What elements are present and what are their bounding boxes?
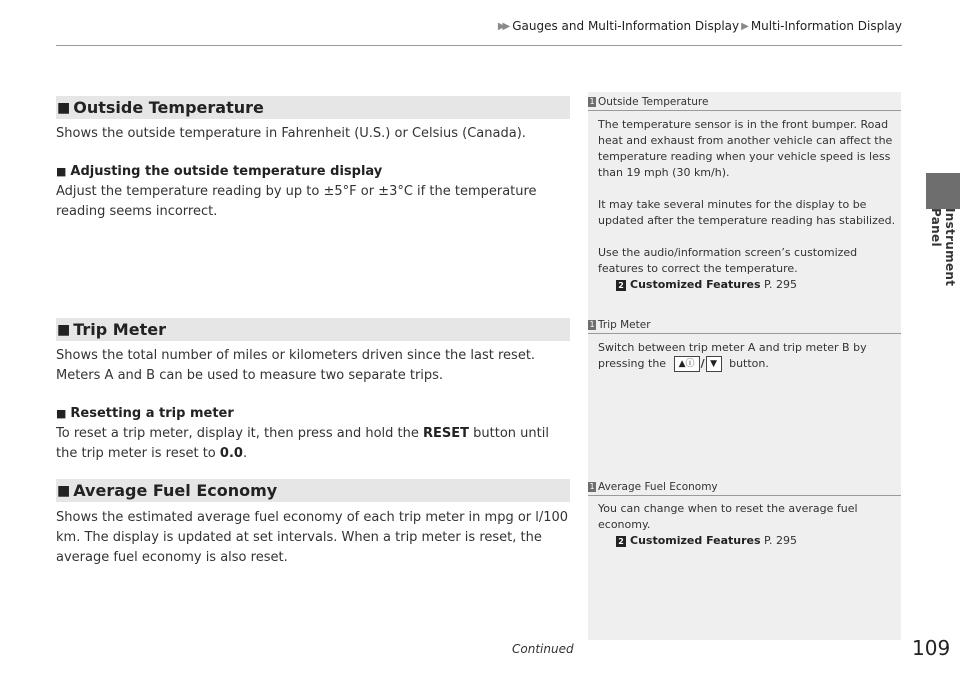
paragraph: To reset a trip meter, display it, then press and hold the RESET button until the trip meter is reset to 0.0. [56,426,549,461]
section-title: Outside Temperature [73,98,264,117]
note-paragraph: You can change when to reset the average fuel economy. [598,502,858,531]
square-bullet-icon: ■ [56,407,67,420]
note-body-average-fuel-economy [598,501,898,549]
note-heading-average-fuel-economy: 1 Average Fuel Economy [588,481,901,496]
note-heading-trip-meter: 1 Trip Meter [588,319,901,334]
note-paragraph: It may take several minutes for the display to be updated after the temperature reading has stabilized. [598,198,896,227]
square-bullet-icon: ■ [57,482,71,499]
reset-value: 0.0 [219,446,243,461]
paragraph: Adjust the temperature reading by up to ±5°F or ±3°C if the temperature reading seems incorrect. [56,184,537,219]
cross-reference-link[interactable]: 2 Customized Features P. 295 [598,277,898,293]
note-paragraph: Switch between trip meter A and trip meter B by pressing the ▲ⓘ / ▼ button. [598,341,867,370]
section-heading-average-fuel-economy [56,479,570,502]
square-bullet-icon: ■ [57,99,71,116]
reference-arrow-icon: 2 [616,280,626,291]
breadcrumb [496,19,902,33]
section-heading-outside-temperature [56,96,570,119]
square-bullet-icon: ■ [56,165,67,178]
paragraph: Shows the estimated average fuel economy of each trip meter in mpg or l/100 km. The display is updated at set intervals. When a trip meter is reset, the average fuel economy is also reset. [56,510,569,565]
double-arrow-icon: ▶▶ [497,20,508,32]
square-bullet-icon: ■ [57,321,71,338]
note-body-trip-meter [598,340,898,372]
note-body-outside-temperature [598,117,898,293]
arrow-icon: ▶ [741,20,749,32]
down-arrow-icon: ▼ [706,356,722,372]
chapter-label[interactable]: Instrument Panel [929,208,957,287]
section-heading-trip-meter [56,318,570,341]
reset-keyword: RESET [423,426,470,441]
note-number-icon: 1 [589,320,595,329]
paragraph: Shows the outside temperature in Fahrenheit (U.S.) or Celsius (Canada). [56,126,526,141]
subheading: ■ Adjusting the outside temperature display [56,164,383,179]
selector-button-graphic: ▲ⓘ / ▼ [674,357,722,372]
reference-arrow-icon: 2 [616,536,626,547]
header-rule [56,45,902,46]
page-number: 109 [912,636,951,660]
average-fuel-economy-body [56,508,570,568]
paragraph: Shows the total number of miles or kilometers driven since the last reset. Meters A and B can be used to measure two separate trips. [56,348,536,383]
trip-meter-body [56,346,570,464]
continued-label: Continued [512,642,574,656]
note-paragraph: Use the audio/information screen’s customized features to correct the temperature. [598,246,858,275]
subheading: ■ Resetting a trip meter [56,406,234,421]
up-thumbwheel-icon: ▲ⓘ [674,356,700,372]
cross-reference-link[interactable]: 2 Customized Features P. 295 [598,533,898,549]
section-title: Trip Meter [73,320,166,339]
section-title: Average Fuel Economy [73,481,278,500]
note-heading-outside-temperature: 1 Outside Temperature [588,96,901,111]
breadcrumb-item-gauges[interactable]: Gauges and Multi-Information Display [512,19,740,33]
outside-temperature-body [56,124,570,222]
breadcrumb-item-mid[interactable]: Multi-Information Display [750,19,902,33]
chapter-tab-marker [926,173,960,209]
note-number-icon: 1 [589,482,595,491]
note-number-icon: 1 [589,97,595,106]
note-paragraph: The temperature sensor is in the front bumper. Road heat and exhaust from another vehicle can affect the temperature reading when your vehicle speed is less than 19 mph (30 km/h). [598,118,893,179]
